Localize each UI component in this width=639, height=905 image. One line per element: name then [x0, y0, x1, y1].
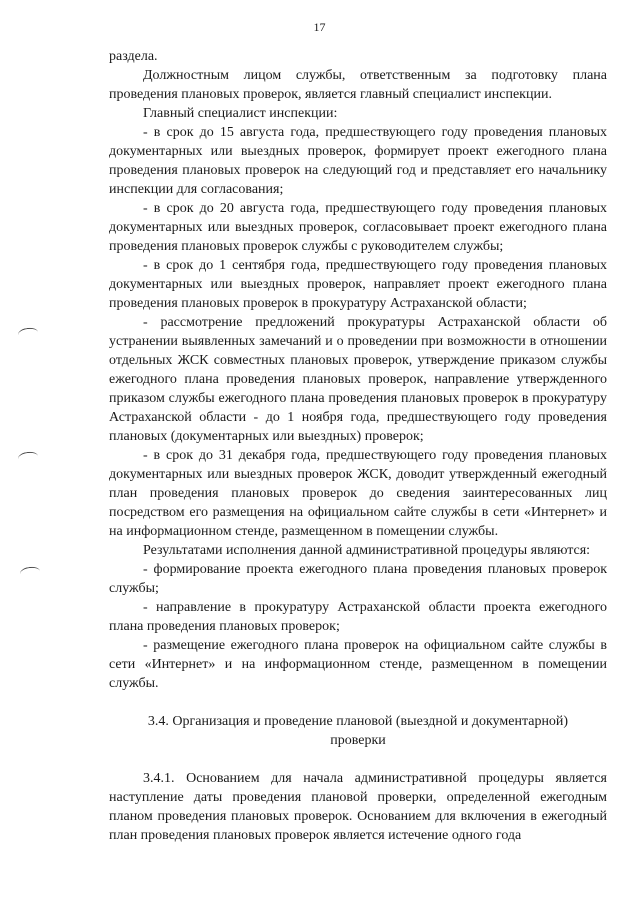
- paragraph-result-send: - направление в прокуратуру Астраханской области проекта ежегодного плана проведения плановых проверок;: [109, 600, 607, 634]
- paragraph-section-end: раздела.: [109, 49, 158, 64]
- paragraph-item-aug-20: - в срок до 20 августа года, предшествующего году проведения плановых документарных или выездных проверок, согласовывает проект ежегодного плана проведения плановых проверок службы с руководителем службы;: [109, 201, 607, 254]
- paragraph-item-sep-1: - в срок до 1 сентября года, предшествующего году проведения плановых документарных или выездных проверок, направляет проект ежегодного плана проведения плановых проверок в прокуратуру Астраханской области;: [109, 258, 607, 311]
- paragraph-section-3-4-1: 3.4.1. Основанием для начала административной процедуры является наступление даты проведения плановой проверки, определенной ежегодным планом проведения плановых проверок. Основанием для включения в ежегодный план проведения плановых проверок является истечение одного года: [109, 771, 607, 843]
- paragraph-item-aug-15: - в срок до 15 августа года, предшествующего году проведения плановых документарных или выездных проверок, формирует проект ежегодного плана проведения плановых проверок на следующий год и представляет его начальнику инспекции для согласования;: [109, 125, 607, 197]
- document-body: [109, 47, 607, 845]
- paragraph-results: Результатами исполнения данной административной процедуры являются:: [143, 543, 591, 558]
- paragraph-result-publish: - размещение ежегодного плана проверок на официальном сайте службы в сети «Интернет» и на информационном стенде, размещенном в помещении службы.: [109, 638, 607, 691]
- paragraph-item-prosecutor-review: - рассмотрение предложений прокуратуры Астраханской области об устранении выявленных замечаний и о проведении при возможности в отношении отдельных ЖСК совместных плановых проверок, утверждение приказом службы ежегодного плана проведения плановых проверок, направление утвержденного приказом службы ежегодного плана проведения плановых проверок в прокуратуру Астраханской области - до 1 ноября года, предшествующего году проведения плановых (документарных или выездных) проверок;: [109, 315, 607, 444]
- scan-mark-2: [17, 451, 38, 465]
- scan-mark-3: [19, 566, 40, 580]
- paragraph-chief-specialist: Главный специалист инспекции:: [143, 106, 338, 121]
- paragraph-item-dec-31: - в срок до 31 декабря года, предшествующего году проведения плановых документарных или выездных проверок ЖСК, доводит утвержденный ежегодный план проведения плановых проверок до сведения заинтересованных лиц посредством его размещения на официальном сайте службы в сети «Интернет» и на информационном стенде, размещенном в помещении службы.: [109, 448, 607, 539]
- paragraph-responsible-person: Должностным лицом службы, ответственным за подготовку плана проведения плановых проверок, является главный специалист инспекции.: [109, 68, 607, 102]
- paragraph-result-draft: - формирование проекта ежегодного плана проведения плановых проверок службы;: [109, 562, 607, 596]
- section-heading: 3.4. Организация и проведение плановой (выездной и документарной) проверки: [147, 714, 569, 748]
- scan-mark-1: [17, 327, 38, 341]
- page-number: 17: [313, 20, 326, 34]
